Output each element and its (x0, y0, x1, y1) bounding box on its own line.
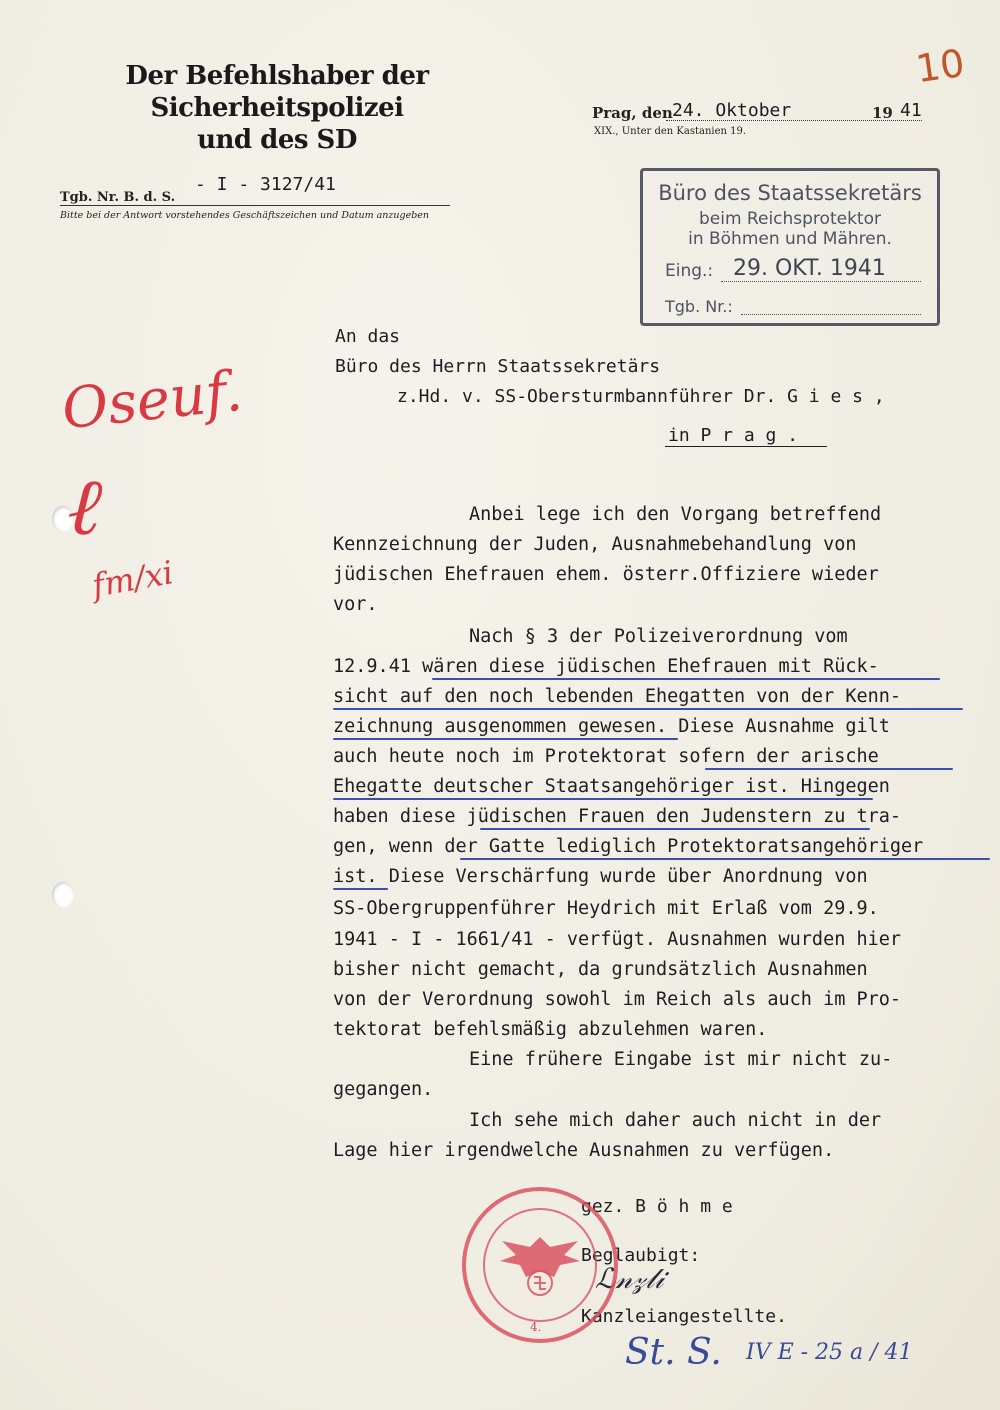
stamp-line3: in Böhmen und Mähren. (688, 229, 892, 249)
blue-reference-prefix: St. S. (625, 1332, 722, 1373)
body-line: Nach § 3 der Polizeiverordnung vom (469, 626, 848, 647)
year-prefix: 19 (872, 104, 893, 122)
stamp-line1: Büro des Staatssekretärs (658, 181, 922, 205)
letterhead-line1: Der Befehlshaber der Sicherheitspolizei (125, 61, 429, 123)
sender-address: XIX., Unter den Kastanien 19. (594, 126, 747, 137)
red-pencil-note: Oseuf. (59, 358, 246, 443)
body-line: Ich sehe mich daher auch nicht in der (469, 1110, 882, 1131)
body-line: Ehegatte deutscher Staatsangehöriger ist. Hingegen (333, 776, 890, 797)
stamp-line2: beim Reichsprotektor (699, 209, 881, 229)
recipient-line3: z.Hd. v. SS-Obersturmbannführer Dr. G i e s , (397, 386, 885, 407)
certified-label: Beglaubigt: (581, 1245, 701, 1266)
official-seal (460, 1185, 620, 1345)
blue-underline (705, 768, 953, 770)
body-line: Anbei lege ich den Vorgang betreffend (469, 504, 882, 525)
red-pencil-flourish: ℓ (64, 458, 105, 555)
body-line: SS-Obergruppenführer Heydrich mit Erlaß vom 29.9. (333, 898, 879, 919)
page-number: 10 (913, 40, 968, 92)
blue-underline (333, 888, 388, 890)
body-line: 12.9.41 wären diese jüdischen Ehefrauen mit Rück- (333, 656, 879, 677)
recipient-line2: Büro des Herrn Staatssekretärs (335, 356, 661, 377)
seal-number: 4. (530, 1320, 542, 1334)
stamp-received-label: Eing.: (665, 261, 714, 281)
reference-note: Bitte bei der Antwort vorstehendes Geschäftszeichen und Datum anzugeben (60, 210, 430, 221)
body-line: tektorat befehlsmäßig abzulehmen waren. (333, 1019, 768, 1040)
blue-underline (432, 678, 940, 680)
body-line: Lage hier irgendwelche Ausnahmen zu verfügen. (333, 1140, 835, 1161)
reference-label: Tgb. Nr. B. d. S. (60, 190, 176, 205)
blue-underline (333, 708, 963, 710)
letterhead (62, 60, 492, 156)
body-line: vor. (333, 594, 378, 615)
punch-hole-bottom (52, 882, 74, 908)
body-line: haben diese jüdischen Frauen den Judenstern zu tra- (333, 806, 902, 827)
stamp-rule-1 (721, 281, 921, 282)
signer-title: Kanzleiangestellte. (581, 1306, 787, 1327)
handwritten-signature: ℒ𝓃𝓏𝓁𝒾 (595, 1262, 664, 1295)
blue-underline (333, 798, 873, 800)
letterhead-line2: und des SD (197, 125, 357, 155)
blue-underline (460, 858, 990, 860)
year-suffix: 41 (900, 100, 922, 121)
body-line: gegangen. (333, 1079, 434, 1100)
red-pencil-initials: fm/xi (89, 553, 176, 605)
body-line: bisher nicht gemacht, da grundsätzlich Ausnahmen (333, 959, 868, 980)
blue-reference: IV E - 25 a / 41 (746, 1340, 913, 1365)
body-line: von der Verordnung sowohl im Reich als auch im Pro- (333, 989, 902, 1010)
recipient-line4: in P r a g . (668, 425, 799, 446)
place-label: Prag, den (592, 104, 673, 122)
letter-date: 24. Oktober (672, 100, 792, 121)
body-line: auch heute noch im Protektorat sofern der arische (333, 746, 879, 767)
blue-underline (333, 738, 678, 740)
receipt-stamp (640, 168, 940, 326)
blue-underline (480, 828, 870, 830)
stamp-tgb-label: Tgb. Nr.: (665, 297, 733, 316)
reference-rule (60, 205, 450, 206)
body-line: Kennzeichnung der Juden, Ausnahmebehandlung von (333, 534, 857, 555)
body-line: sicht auf den noch lebenden Ehegatten von der Kenn- (333, 686, 902, 707)
stamp-received-date: 29. OKT. 1941 (733, 256, 886, 281)
body-line: gen, wenn der Gatte lediglich Protektoratsangehöriger (333, 836, 924, 857)
stamp-rule-2 (741, 314, 921, 315)
reference-number: - I - 3127/41 (195, 174, 336, 195)
signed-by: gez. B ö h m e (581, 1196, 733, 1217)
body-line: Eine frühere Eingabe ist mir nicht zu- (469, 1049, 893, 1070)
body-line: ist. Diese Verschärfung wurde über Anordnung von (333, 866, 868, 887)
recipient-line1: An das (335, 326, 401, 347)
recipient-underline (665, 446, 827, 447)
body-line: zeichnung ausgenommen gewesen. Diese Ausnahme gilt (333, 716, 890, 737)
body-line: 1941 - I - 1661/41 - verfügt. Ausnahmen wurden hier (333, 929, 902, 950)
date-rule (666, 120, 922, 121)
body-line: jüdischen Ehefrauen ehem. österr.Offiziere wieder (333, 564, 879, 585)
